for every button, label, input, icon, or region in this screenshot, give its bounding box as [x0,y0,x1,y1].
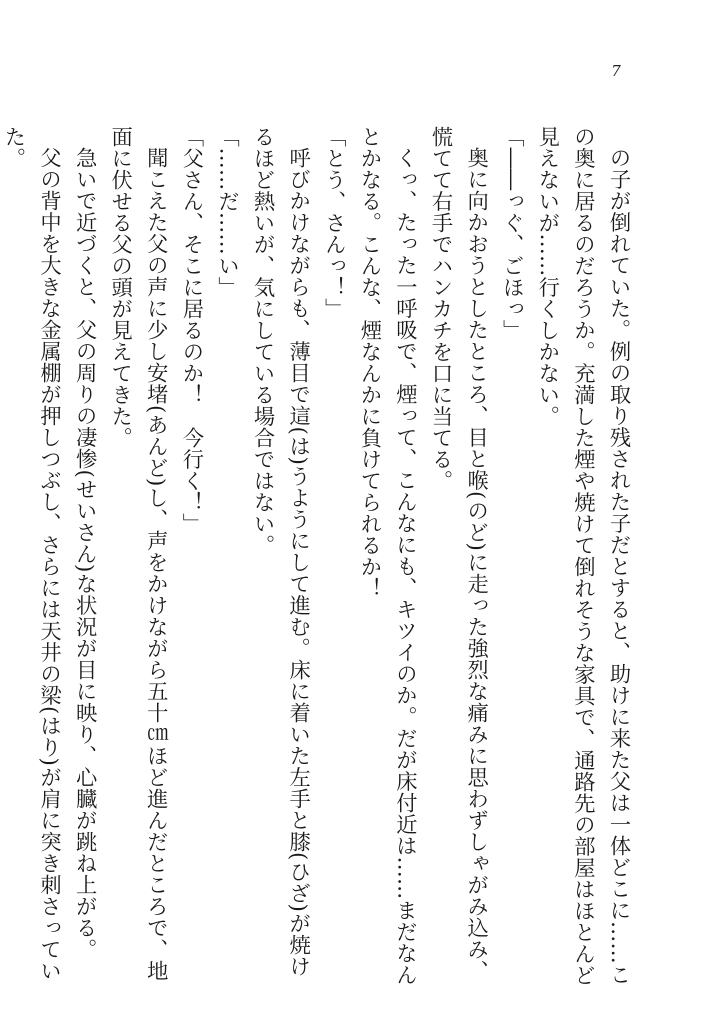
paragraph: の子が倒れていた。例の取り残された子だとすると、助けに来た父は一体どこに……この奥に居るのだろうか。充満した煙や焼けて倒れそうな家具で、通路先の部屋はほとんど見えないが……行くしかない。 [534,126,631,986]
dialog-line: 「父さん、そこに居るのか！ 今行く！」 [178,126,204,535]
paragraph: 聞こえた父の声に少し安堵(あんど)し、声をかけながら五十㎝ほど進んだところで、地面に伏せる父の頭が見えてきた。 [107,126,169,982]
page-number: 7 [611,62,621,80]
paragraph: 父の背中を大きな金属棚が押しつぶし、さらには天井の梁(はり)が肩に突き刺さっていた。 [0,126,62,982]
paragraph: くっ、たった一呼吸で、煙って、こんなにも、キツイのか。だが床付近は……まだなんとかなる。こんな、煙なんかに負けてられるか！ [356,126,418,986]
paragraph: 奥に向かおうとしたところ、目と喉(のど)に走った強烈な痛みに思わずしゃがみ込み、慌てて右手でハンカチを口に当てる。 [428,126,489,982]
dialog-line: 「……だ……い」 [214,126,240,298]
paragraph: 呼びかけながらも、薄目で這(は)うようにして進む。床に着いた左手と膝(ひざ)が焼けるほど熱いが、気にしている場合ではない。 [250,126,311,977]
dialog-line: 「とう、さんっ！」 [321,126,347,320]
vertical-text-body [0,126,636,986]
paragraph: 急いで近づくと、父の周りの凄惨(せいさん)な状況が目に映り、心臓が跳ね上がる。 [72,147,98,960]
dialog-line: 「――っぐ、ごほっ」 [499,126,525,341]
